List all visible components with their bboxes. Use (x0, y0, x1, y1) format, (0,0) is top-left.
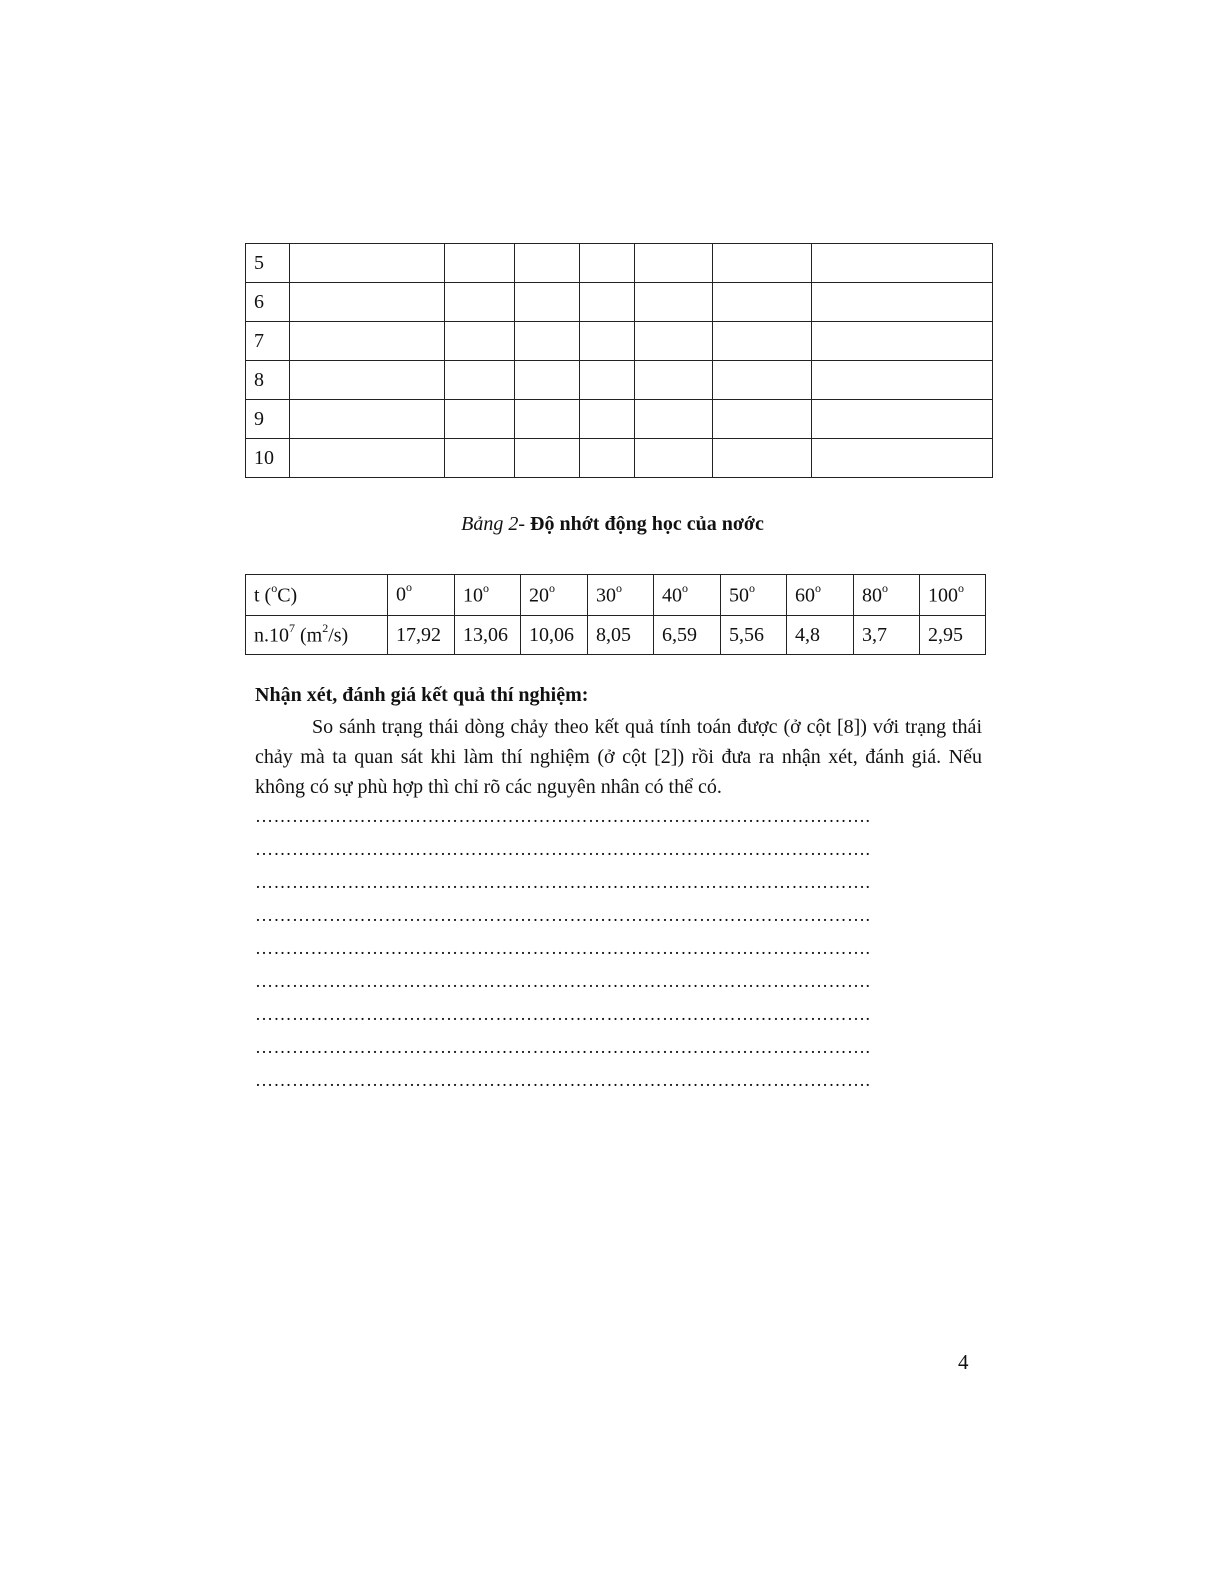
temperature-label: t ($^o$C) (246, 575, 388, 616)
empty-cell (515, 361, 580, 400)
dotted-answer-line: ………………………………………………………………………………………. (255, 872, 871, 892)
table-row (246, 361, 993, 400)
viscosity-value-cell: 10,06 (521, 616, 588, 655)
dotted-answer-line: ………………………………………………………………………………………. (255, 1070, 871, 1090)
temperature-row (246, 575, 986, 616)
temperature-cell: 10$^o$ (455, 575, 521, 616)
dotted-answer-line: ………………………………………………………………………………………. (255, 905, 871, 925)
viscosity-value-cell: 5,56 (721, 616, 787, 655)
row-number-cell: 7 (246, 322, 290, 361)
row-number-cell: 10 (246, 439, 290, 478)
page-number: 4 (958, 1350, 969, 1374)
empty-cell (580, 244, 635, 283)
table-row (246, 400, 993, 439)
temperature-cell: 30$^o$ (588, 575, 654, 616)
caption-prefix: Bảng 2- (461, 513, 526, 535)
empty-cell (580, 322, 635, 361)
empty-cell (713, 361, 812, 400)
empty-cell (290, 244, 445, 283)
caption-title: Độ nhớt động học của nơớc (530, 513, 764, 535)
temperature-cell: 0$^o$ (388, 575, 455, 616)
table2-caption (0, 513, 1225, 536)
section-heading: Nhận xét, đánh giá kết quả thí nghiệm: (255, 684, 589, 706)
empty-cell (290, 283, 445, 322)
empty-cell (580, 283, 635, 322)
empty-cell (515, 283, 580, 322)
empty-cell (515, 400, 580, 439)
table-row (246, 244, 993, 283)
empty-cell (635, 283, 713, 322)
table-row (246, 283, 993, 322)
empty-cell (635, 244, 713, 283)
empty-cell (445, 244, 515, 283)
row-number-cell: 8 (246, 361, 290, 400)
viscosity-value-cell: 8,05 (588, 616, 654, 655)
empty-cell (290, 361, 445, 400)
dotted-answer-line: ………………………………………………………………………………………. (255, 1004, 871, 1024)
empty-cell (812, 439, 993, 478)
viscosity-value-cell: 4,8 (787, 616, 854, 655)
temperature-cell: 60$^o$ (787, 575, 854, 616)
viscosity-table (245, 574, 986, 655)
paragraph-text: So sánh trạng thái dòng chảy theo kết quả tính toán được (ở cột [8]) với trạng thái chảy mà ta quan sát khi làm thí nghiệm (ở cột [2]) rồi đưa ra nhận xét, đánh giá. Nếu không có sự phù hợp thì chỉ rõ các nguyên nhân có thể có. (255, 716, 982, 798)
empty-cell (515, 322, 580, 361)
empty-cell (635, 400, 713, 439)
empty-cell (635, 439, 713, 478)
empty-cell (445, 361, 515, 400)
empty-cell (812, 400, 993, 439)
dotted-answer-line: ………………………………………………………………………………………. (255, 806, 871, 826)
row-number-cell: 5 (246, 244, 290, 283)
empty-cell (445, 322, 515, 361)
temperature-cell: 40$^o$ (654, 575, 721, 616)
empty-cell (713, 244, 812, 283)
table-row (246, 439, 993, 478)
empty-cell (713, 439, 812, 478)
table-row (246, 322, 993, 361)
results-table-continuation (245, 243, 993, 478)
empty-cell (445, 439, 515, 478)
viscosity-row (246, 616, 986, 655)
empty-cell (713, 400, 812, 439)
viscosity-label: $n.10^7$ $(m^2/s)$ (246, 616, 388, 655)
empty-cell (290, 322, 445, 361)
empty-cell (812, 244, 993, 283)
dotted-answer-line: ………………………………………………………………………………………. (255, 839, 871, 859)
dotted-answer-line: ………………………………………………………………………………………. (255, 938, 871, 958)
row-number-cell: 9 (246, 400, 290, 439)
empty-cell (635, 322, 713, 361)
empty-cell (713, 322, 812, 361)
empty-cell (713, 283, 812, 322)
temperature-cell: 50$^o$ (721, 575, 787, 616)
viscosity-value-cell: 17,92 (388, 616, 455, 655)
viscosity-value-cell: 13,06 (455, 616, 521, 655)
viscosity-value-cell: 6,59 (654, 616, 721, 655)
dotted-answer-line: ………………………………………………………………………………………. (255, 971, 871, 991)
empty-cell (445, 400, 515, 439)
dotted-answer-line: ………………………………………………………………………………………. (255, 1037, 871, 1057)
viscosity-value-cell: 3,7 (854, 616, 920, 655)
empty-cell (580, 361, 635, 400)
empty-cell (515, 439, 580, 478)
empty-cell (812, 322, 993, 361)
empty-cell (290, 400, 445, 439)
temperature-cell: 20$^o$ (521, 575, 588, 616)
empty-cell (812, 283, 993, 322)
empty-cell (580, 400, 635, 439)
empty-cell (580, 439, 635, 478)
viscosity-value-cell: 2,95 (920, 616, 986, 655)
empty-cell (290, 439, 445, 478)
temperature-cell: 100$^o$ (920, 575, 986, 616)
row-number-cell: 6 (246, 283, 290, 322)
empty-cell (635, 361, 713, 400)
temperature-cell: 80$^o$ (854, 575, 920, 616)
empty-cell (445, 283, 515, 322)
empty-cell (515, 244, 580, 283)
section-paragraph (255, 712, 982, 802)
empty-cell (812, 361, 993, 400)
